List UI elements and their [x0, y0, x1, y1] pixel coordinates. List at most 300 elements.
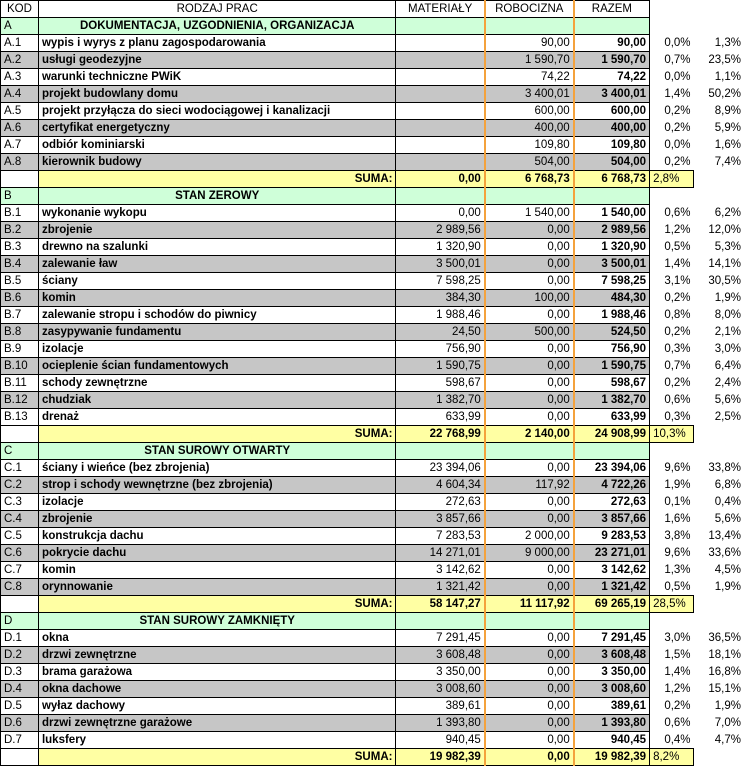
item-robocizna[interactable]: 90,00 — [485, 35, 574, 52]
item-robocizna[interactable]: 0,00 — [485, 239, 574, 256]
item-razem[interactable]: 1 320,90 — [574, 239, 650, 256]
section-cell-robocizna[interactable] — [485, 188, 574, 205]
item-robocizna[interactable]: 0,00 — [485, 511, 574, 528]
item-code[interactable]: C.3 — [1, 494, 39, 511]
item-name[interactable]: projekt budowlany domu — [38, 86, 396, 103]
header-empty — [650, 1, 694, 18]
item-materialy[interactable]: 2 989,56 — [396, 222, 485, 239]
item-razem[interactable]: 3 008,60 — [574, 681, 650, 698]
item-razem[interactable]: 400,00 — [574, 120, 650, 137]
item-materialy[interactable]: 7 283,53 — [396, 528, 485, 545]
item-name[interactable]: drenaż — [38, 409, 396, 426]
item-materialy[interactable]: 14 271,01 — [396, 545, 485, 562]
item-percent-section: 1,9% — [714, 292, 741, 304]
item-materialy[interactable]: 24,50 — [396, 324, 485, 341]
item-code[interactable]: B.5 — [1, 273, 39, 290]
sum-label[interactable]: SUMA: — [38, 596, 396, 613]
item-name[interactable]: certyfikat energetyczny — [38, 120, 396, 137]
item-robocizna[interactable]: 0,00 — [485, 562, 574, 579]
table-row — [1, 120, 745, 137]
item-razem[interactable]: 598,67 — [574, 375, 650, 392]
item-materialy[interactable]: 3 142,62 — [396, 562, 485, 579]
item-materialy[interactable] — [396, 69, 485, 86]
item-materialy[interactable]: 3 500,01 — [396, 256, 485, 273]
section-cell-robocizna[interactable] — [485, 443, 574, 460]
empty-cell — [650, 18, 694, 35]
empty-cell — [694, 426, 745, 443]
item-code[interactable]: C.2 — [1, 477, 39, 494]
item-materialy[interactable] — [396, 103, 485, 120]
header-empty — [694, 1, 745, 18]
item-code[interactable]: B.10 — [1, 358, 39, 375]
item-percent-section: 5,3% — [714, 241, 741, 253]
item-robocizna[interactable]: 1 590,70 — [485, 52, 574, 69]
section-code[interactable]: C — [1, 443, 39, 460]
item-robocizna[interactable]: 0,00 — [485, 273, 574, 290]
item-percent-total: 1,6% — [664, 513, 691, 525]
item-code[interactable]: B.1 — [1, 205, 39, 222]
item-percent-total: 0,2% — [664, 155, 691, 168]
item-percent-total: 0,0% — [664, 71, 691, 83]
item-razem[interactable]: 524,50 — [574, 324, 650, 341]
item-robocizna[interactable]: 0,00 — [485, 494, 574, 511]
item-percent-section: 13,4% — [708, 530, 741, 542]
item-code[interactable]: B.9 — [1, 341, 39, 358]
item-name[interactable]: schody zewnętrzne — [38, 375, 396, 392]
sum-empty-cell[interactable] — [1, 749, 39, 766]
table-row — [1, 647, 745, 664]
item-code[interactable]: C.7 — [1, 562, 39, 579]
item-robocizna[interactable]: 0,00 — [485, 630, 574, 647]
item-code[interactable]: B.13 — [1, 409, 39, 426]
sum-razem[interactable]: 6 768,73 — [574, 171, 650, 188]
item-robocizna[interactable]: 504,00 — [485, 154, 574, 171]
item-name[interactable]: brama garażowa — [38, 664, 396, 681]
item-percent-section: 1,1% — [714, 71, 741, 83]
table-row — [1, 545, 745, 562]
item-percent-section: 8,0% — [714, 309, 741, 321]
section-cell-materialy[interactable] — [396, 188, 485, 205]
section-code[interactable]: B — [1, 188, 39, 205]
item-percent-total: 0,2% — [664, 377, 691, 389]
item-code[interactable]: A.8 — [1, 154, 39, 171]
item-code[interactable]: A.4 — [1, 86, 39, 103]
item-razem[interactable]: 9 283,53 — [574, 528, 650, 545]
item-robocizna[interactable]: 0,00 — [485, 256, 574, 273]
section-cell-robocizna[interactable] — [485, 613, 574, 630]
item-materialy[interactable]: 3 350,00 — [396, 664, 485, 681]
item-materialy[interactable] — [396, 154, 485, 171]
empty-cell — [694, 171, 745, 188]
sum-row — [1, 749, 745, 766]
sum-row — [1, 426, 745, 443]
item-razem[interactable]: 2 989,56 — [574, 222, 650, 239]
empty-cell — [694, 188, 745, 205]
section-header-row — [1, 18, 745, 35]
header-materialy[interactable]: MATERIAŁY — [396, 1, 485, 18]
sum-materialy[interactable]: 19 982,39 — [396, 749, 485, 766]
sum-label[interactable]: SUMA: — [38, 171, 396, 188]
table-row — [1, 392, 745, 409]
sum-row — [1, 171, 745, 188]
item-code[interactable]: B.4 — [1, 256, 39, 273]
item-robocizna[interactable]: 100,00 — [485, 290, 574, 307]
item-razem[interactable]: 3 400,01 — [574, 86, 650, 103]
item-materialy[interactable]: 940,45 — [396, 732, 485, 749]
item-razem[interactable]: 1 988,46 — [574, 307, 650, 324]
item-materialy[interactable]: 633,99 — [396, 409, 485, 426]
item-razem[interactable]: 3 608,48 — [574, 647, 650, 664]
item-name[interactable]: pokrycie dachu — [38, 545, 396, 562]
header-robocizna[interactable]: ROBOCIZNA — [485, 1, 574, 18]
item-percent-section: 6,4% — [714, 360, 741, 372]
item-razem[interactable]: 90,00 — [574, 35, 650, 52]
table-row — [1, 562, 745, 579]
item-code[interactable]: B.2 — [1, 222, 39, 239]
table-row — [1, 103, 745, 120]
item-percent-section: 6,8% — [714, 479, 741, 491]
section-title[interactable]: DOKUMENTACJA, UZGODNIENIA, ORGANIZACJA — [38, 18, 396, 35]
item-materialy[interactable] — [396, 120, 485, 137]
item-name[interactable]: wykonanie wykopu — [38, 205, 396, 222]
section-cell-razem[interactable] — [574, 613, 650, 630]
item-robocizna[interactable]: 600,00 — [485, 103, 574, 120]
section-header-row — [1, 188, 745, 205]
item-code[interactable]: C.5 — [1, 528, 39, 545]
item-name[interactable]: odbiór kominiarski — [38, 137, 396, 154]
section-cell-robocizna[interactable] — [485, 18, 574, 35]
sum-empty-cell[interactable] — [1, 596, 39, 613]
sum-percent-total: 8,2% — [650, 749, 694, 766]
item-code[interactable]: A.6 — [1, 120, 39, 137]
item-razem[interactable]: 3 142,62 — [574, 562, 650, 579]
item-robocizna[interactable]: 500,00 — [485, 324, 574, 341]
item-robocizna[interactable]: 1 540,00 — [485, 205, 574, 222]
item-robocizna[interactable]: 109,80 — [485, 137, 574, 154]
section-cell-materialy[interactable] — [396, 613, 485, 630]
sum-materialy[interactable]: 22 768,99 — [396, 426, 485, 443]
sum-label[interactable]: SUMA: — [38, 749, 396, 766]
item-robocizna[interactable]: 0,00 — [485, 681, 574, 698]
item-code[interactable]: A.1 — [1, 35, 39, 52]
item-razem[interactable]: 1 540,00 — [574, 205, 650, 222]
table-row — [1, 528, 745, 545]
item-materialy[interactable]: 7 598,25 — [396, 273, 485, 290]
item-name[interactable]: komin — [38, 290, 396, 307]
table-row — [1, 86, 745, 103]
item-materialy[interactable]: 389,61 — [396, 698, 485, 715]
item-razem[interactable]: 600,00 — [574, 103, 650, 120]
header-rodzaj[interactable]: RODZAJ PRAC — [38, 1, 396, 18]
item-razem[interactable]: 504,00 — [574, 154, 650, 171]
item-percent-total: 1,2% — [664, 683, 691, 695]
item-materialy[interactable]: 7 291,45 — [396, 630, 485, 647]
item-robocizna[interactable]: 0,00 — [485, 579, 574, 596]
item-materialy[interactable]: 384,30 — [396, 290, 485, 307]
section-cell-materialy[interactable] — [396, 18, 485, 35]
sum-robocizna[interactable]: 6 768,73 — [485, 171, 574, 188]
table-row — [1, 52, 745, 69]
item-name[interactable]: izolacje — [38, 341, 396, 358]
item-robocizna[interactable]: 74,22 — [485, 69, 574, 86]
header-razem[interactable]: RAZEM — [574, 1, 650, 18]
item-robocizna[interactable]: 0,00 — [485, 307, 574, 324]
item-code[interactable]: C.6 — [1, 545, 39, 562]
item-razem[interactable]: 940,45 — [574, 732, 650, 749]
section-cell-razem[interactable] — [574, 188, 650, 205]
item-robocizna[interactable]: 0,00 — [485, 375, 574, 392]
item-code[interactable]: D.5 — [1, 698, 39, 715]
item-code[interactable]: B.3 — [1, 239, 39, 256]
item-code[interactable]: D.1 — [1, 630, 39, 647]
sum-empty-cell[interactable] — [1, 426, 39, 443]
item-name[interactable]: orynnowanie — [38, 579, 396, 596]
item-robocizna[interactable]: 0,00 — [485, 698, 574, 715]
table-row — [1, 324, 745, 341]
item-name[interactable]: wypis i wyrys z planu zagospodarowania — [38, 35, 396, 52]
item-percent-section: 5,6% — [714, 394, 741, 406]
item-materialy[interactable]: 272,63 — [396, 494, 485, 511]
item-percent-section: 1,9% — [714, 700, 741, 712]
sum-row — [1, 596, 745, 613]
item-name[interactable]: drewno na szalunki — [38, 239, 396, 256]
item-name[interactable]: ściany — [38, 273, 396, 290]
item-code[interactable]: B.6 — [1, 290, 39, 307]
item-code[interactable]: D.2 — [1, 647, 39, 664]
item-percent-total: 1,4% — [664, 88, 691, 100]
item-razem[interactable]: 3 350,00 — [574, 664, 650, 681]
item-razem[interactable]: 272,63 — [574, 494, 650, 511]
item-materialy[interactable]: 1 382,70 — [396, 392, 485, 409]
item-razem[interactable]: 1 321,42 — [574, 579, 650, 596]
sum-percent-total: 2,8% — [650, 171, 694, 188]
item-code[interactable]: B.12 — [1, 392, 39, 409]
item-razem[interactable]: 1 393,80 — [574, 715, 650, 732]
sum-robocizna[interactable]: 11 117,92 — [485, 596, 574, 613]
item-name[interactable]: komin — [38, 562, 396, 579]
item-name[interactable]: okna dachowe — [38, 681, 396, 698]
item-materialy[interactable]: 1 320,90 — [396, 239, 485, 256]
item-materialy[interactable]: 3 608,48 — [396, 647, 485, 664]
item-materialy[interactable]: 1 988,46 — [396, 307, 485, 324]
item-materialy[interactable] — [396, 52, 485, 69]
item-name[interactable]: zalewanie ław — [38, 256, 396, 273]
item-percent-total: 0,6% — [664, 207, 691, 219]
item-percent-section: 0,4% — [714, 496, 741, 508]
item-percent-total: 0,2% — [664, 326, 691, 338]
sum-robocizna[interactable]: 0,00 — [485, 749, 574, 766]
table-row — [1, 273, 745, 290]
item-percent-total: 1,9% — [664, 479, 691, 491]
item-robocizna[interactable]: 400,00 — [485, 120, 574, 137]
section-title[interactable]: STAN ZEROWY — [38, 188, 396, 205]
item-name[interactable]: projekt przyłącza do sieci wodociągowej i kanalizacji — [38, 103, 396, 120]
sum-materialy[interactable]: 0,00 — [396, 171, 485, 188]
item-name[interactable]: warunki techniczne PWiK — [38, 69, 396, 86]
item-robocizna[interactable]: 0,00 — [485, 358, 574, 375]
item-code[interactable]: C.1 — [1, 460, 39, 477]
item-name[interactable]: zalewanie stropu i schodów do piwnicy — [38, 307, 396, 324]
item-name[interactable]: ściany i wieńce (bez zbrojenia) — [38, 460, 396, 477]
item-percent-section: 36,5% — [708, 632, 741, 644]
item-materialy[interactable]: 4 604,34 — [396, 477, 485, 494]
item-razem[interactable]: 7 291,45 — [574, 630, 650, 647]
sum-label[interactable]: SUMA: — [38, 426, 396, 443]
item-razem[interactable]: 23 394,06 — [574, 460, 650, 477]
item-percent-section: 7,4% — [714, 156, 741, 168]
item-name[interactable]: okna — [38, 630, 396, 647]
item-code[interactable]: D.3 — [1, 664, 39, 681]
item-materialy[interactable]: 1 393,80 — [396, 715, 485, 732]
item-robocizna[interactable]: 0,00 — [485, 732, 574, 749]
sum-razem[interactable]: 19 982,39 — [574, 749, 650, 766]
item-razem[interactable]: 389,61 — [574, 698, 650, 715]
item-name[interactable]: drzwi zewnętrzne garażowe — [38, 715, 396, 732]
sum-materialy[interactable]: 58 147,27 — [396, 596, 485, 613]
item-razem[interactable]: 23 271,01 — [574, 545, 650, 562]
item-razem[interactable]: 1 382,70 — [574, 392, 650, 409]
table-row — [1, 681, 745, 698]
item-name[interactable]: usługi geodezyjne — [38, 52, 396, 69]
item-razem[interactable]: 633,99 — [574, 409, 650, 426]
item-razem[interactable]: 3 857,66 — [574, 511, 650, 528]
item-percent-total: 1,3% — [664, 564, 691, 576]
item-percent-total: 0,5% — [664, 241, 691, 253]
section-code[interactable]: D — [1, 613, 39, 630]
item-razem[interactable]: 756,90 — [574, 341, 650, 358]
item-percent-total: 3,8% — [664, 530, 691, 542]
item-code[interactable]: B.8 — [1, 324, 39, 341]
item-robocizna[interactable]: 0,00 — [485, 715, 574, 732]
item-percent-total: 0,6% — [664, 717, 691, 729]
table-row — [1, 579, 745, 596]
table-row — [1, 222, 745, 239]
section-title[interactable]: STAN SUROWY ZAMKNIĘTY — [38, 613, 396, 630]
section-cell-razem[interactable] — [574, 18, 650, 35]
item-percent-total: 1,4% — [664, 258, 691, 270]
item-robocizna[interactable]: 0,00 — [485, 341, 574, 358]
item-materialy[interactable]: 598,67 — [396, 375, 485, 392]
item-materialy[interactable] — [396, 35, 485, 52]
item-robocizna[interactable]: 117,92 — [485, 477, 574, 494]
empty-cell — [694, 18, 745, 35]
item-robocizna[interactable]: 0,00 — [485, 409, 574, 426]
item-name[interactable]: kierownik budowy — [38, 154, 396, 171]
item-code[interactable]: C.4 — [1, 511, 39, 528]
item-code[interactable]: D.4 — [1, 681, 39, 698]
table-row — [1, 664, 745, 681]
item-percent-total: 0,2% — [664, 105, 691, 117]
item-code[interactable]: A.7 — [1, 137, 39, 154]
table-row — [1, 477, 745, 494]
item-name[interactable]: wyłaz dachowy — [38, 698, 396, 715]
item-percent-section: 30,5% — [708, 275, 741, 287]
empty-cell — [694, 596, 745, 613]
item-code[interactable]: A.2 — [1, 52, 39, 69]
table-row — [1, 205, 745, 222]
item-percent-total: 0,3% — [664, 343, 691, 355]
item-robocizna[interactable]: 2 000,00 — [485, 528, 574, 545]
item-code[interactable]: C.8 — [1, 579, 39, 596]
item-percent-total: 0,8% — [664, 309, 691, 321]
item-materialy[interactable]: 3 008,60 — [396, 681, 485, 698]
item-razem[interactable]: 1 590,75 — [574, 358, 650, 375]
sum-razem[interactable]: 24 908,99 — [574, 426, 650, 443]
item-percent-section: 1,3% — [714, 37, 741, 49]
table-row — [1, 154, 745, 171]
section-code[interactable]: A — [1, 18, 39, 35]
item-name[interactable]: konstrukcja dachu — [38, 528, 396, 545]
item-razem[interactable]: 7 598,25 — [574, 273, 650, 290]
item-materialy[interactable] — [396, 86, 485, 103]
item-percent-total: 0,7% — [664, 54, 691, 66]
item-materialy[interactable]: 3 857,66 — [396, 511, 485, 528]
item-name[interactable]: chudziak — [38, 392, 396, 409]
item-razem[interactable]: 109,80 — [574, 137, 650, 154]
item-robocizna[interactable]: 0,00 — [485, 460, 574, 477]
item-name[interactable]: izolacje — [38, 494, 396, 511]
item-name[interactable]: drzwi zewnętrzne — [38, 647, 396, 664]
item-name[interactable]: zasypywanie fundamentu — [38, 324, 396, 341]
item-robocizna[interactable]: 0,00 — [485, 392, 574, 409]
sum-empty-cell[interactable] — [1, 171, 39, 188]
item-robocizna[interactable]: 0,00 — [485, 222, 574, 239]
table-row — [1, 307, 745, 324]
item-materialy[interactable]: 1 321,42 — [396, 579, 485, 596]
item-percent-total: 0,0% — [664, 37, 691, 49]
item-code[interactable]: A.5 — [1, 103, 39, 120]
item-code[interactable]: B.7 — [1, 307, 39, 324]
item-robocizna[interactable]: 0,00 — [485, 647, 574, 664]
item-code[interactable]: D.6 — [1, 715, 39, 732]
item-percent-section: 15,1% — [708, 683, 741, 695]
item-percent-total: 0,5% — [664, 580, 691, 593]
item-percent-section: 2,4% — [714, 377, 741, 389]
item-razem[interactable]: 3 500,01 — [574, 256, 650, 273]
section-cell-razem[interactable] — [574, 443, 650, 460]
item-razem[interactable]: 1 590,70 — [574, 52, 650, 69]
item-robocizna[interactable]: 0,00 — [485, 664, 574, 681]
header-kod[interactable]: KOD — [1, 1, 39, 18]
item-name[interactable]: luksfery — [38, 732, 396, 749]
item-code[interactable]: A.3 — [1, 69, 39, 86]
item-robocizna[interactable]: 3 400,01 — [485, 86, 574, 103]
item-razem[interactable]: 4 722,26 — [574, 477, 650, 494]
item-robocizna[interactable]: 9 000,00 — [485, 545, 574, 562]
table-row — [1, 511, 745, 528]
item-razem[interactable]: 74,22 — [574, 69, 650, 86]
item-materialy[interactable]: 23 394,06 — [396, 460, 485, 477]
item-name[interactable]: zbrojenie — [38, 222, 396, 239]
sum-razem[interactable]: 69 265,19 — [574, 596, 650, 613]
section-cell-materialy[interactable] — [396, 443, 485, 460]
item-code[interactable]: D.7 — [1, 732, 39, 749]
item-razem[interactable]: 484,30 — [574, 290, 650, 307]
item-code[interactable]: B.11 — [1, 375, 39, 392]
item-name[interactable]: zbrojenie — [38, 511, 396, 528]
sum-percent-total: 10,3% — [650, 426, 694, 443]
item-percent-section: 1,6% — [714, 139, 741, 151]
item-materialy[interactable]: 0,00 — [396, 205, 485, 222]
item-materialy[interactable]: 756,90 — [396, 341, 485, 358]
section-title[interactable]: STAN SUROWY OTWARTY — [38, 443, 396, 460]
item-name[interactable]: strop i schody wewnętrzne (bez zbrojenia) — [38, 477, 396, 494]
sum-robocizna[interactable]: 2 140,00 — [485, 426, 574, 443]
item-materialy[interactable] — [396, 137, 485, 154]
item-materialy[interactable]: 1 590,75 — [396, 358, 485, 375]
item-percent-total: 0,3% — [664, 410, 691, 423]
item-name[interactable]: ocieplenie ścian fundamentowych — [38, 358, 396, 375]
